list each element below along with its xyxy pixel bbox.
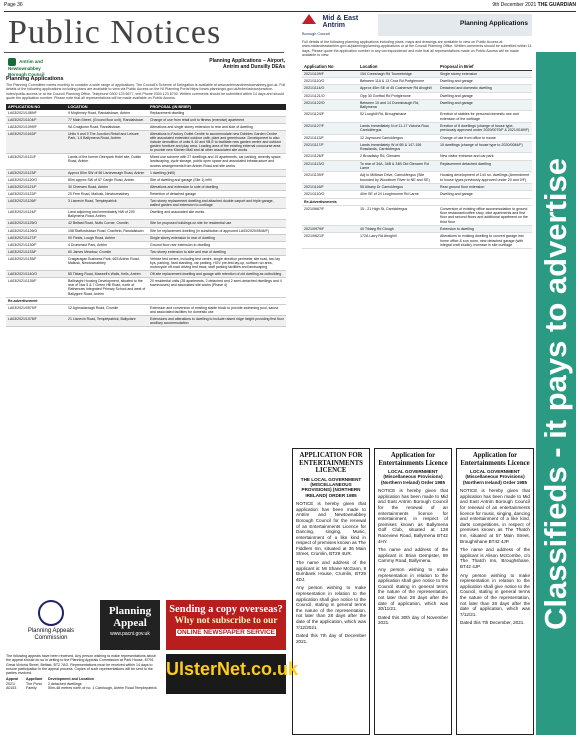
pac-appeal-row: 2021/ The Pond 2 detached dwellings <box>6 681 82 686</box>
location: 2 Broadisky Rd, Glenarm <box>358 153 438 160</box>
proposal: Two storey replacement dwelling and attached double carport and triple garage, walled garden and extension to curtilage <box>148 198 286 209</box>
location: 77 Main Street, (Ground floor unit), Randalstown <box>66 116 148 123</box>
app-number: 2021/1117/F <box>302 141 358 153</box>
location: 4 Drummaul Park, Antrim <box>66 241 148 248</box>
proposal: Single storey extension <box>438 70 532 77</box>
table-row <box>6 209 286 220</box>
mea-logo-icon <box>302 14 316 24</box>
licence-act: LOCAL GOVERNMENT (Miscellaneous Provisions) (Northern Ireland) Order 1985 <box>380 469 446 485</box>
licence-title: Application for Entertainments Licence <box>378 452 448 467</box>
left-notice-heading: Planning Applications – Airport, Antrim and Dunsilly DEAs <box>209 58 285 70</box>
location: 12 Aghnadarragh Road, Crumlin <box>66 304 148 315</box>
location: Approx 80m SW of 56 Lisnevenagh Road, Antrim <box>66 169 148 176</box>
table-row <box>6 248 286 255</box>
classifieds-sidebar <box>536 52 576 735</box>
location: 3 Lisnevin Road, Templepatrick <box>66 198 148 209</box>
location: Opp 30 Gortfad Rd Portglenone <box>358 92 438 99</box>
licence-act: LOCAL GOVERNMENT (Miscellaneous Provisions) (Northern Ireland) Order 1985 <box>462 469 528 485</box>
table-row <box>302 191 532 198</box>
app-number: LA03/2021/1078/F <box>6 315 66 326</box>
proposal: Extensions and alterations to dwelling to include raised ridge height providing first floor ancillary accommodation <box>148 315 286 326</box>
page-number: Page 36 <box>4 2 23 8</box>
proposal: Mixed use scheme with 27 dwellings and 15 apartments, car parking, amenity space, landscaping, cycle storage, public open space and associated infrastructure and access arrangements from Antrim Road and site works <box>148 154 286 169</box>
location: Between 11A & 13 Croa Rd Portglenone <box>358 77 438 84</box>
proposal: Erection of stables for personal domestic use and extension of the curtilage <box>438 111 532 123</box>
location: 90 Fields, Lough Road, Antrim <box>66 234 148 241</box>
proposal: Single storey extension to rear of dwelling <box>148 234 286 241</box>
pac-appeals-notice: The following appeals have been received. Any person wishing to make representations about the appeal should do so in writing to the Planning Appeals Commission at Park House, 87/91 Great Victoria Street, Belfast, BT2 7AG. Representations must be received within 14 days to ensure participation in the appeal process. Copies of such representations will be sent to the parties involved. Appeal Appellant Development and Location 2021/ The Pond 2 detached dwellings A0153 Family 50m-48 metres north of no. 1 Carnlough, Antrim Road Templepatrick <box>6 654 160 690</box>
app-number: 2021/1110/O <box>302 191 358 198</box>
location: 158 Staffordstown Road, Cranfield, Randalstown <box>66 227 148 234</box>
app-number: 2021/1116/F <box>302 183 358 190</box>
left-applications-table <box>6 104 286 327</box>
table-row <box>302 111 532 123</box>
pac-logo: Planning Appeals Commission <box>6 600 96 642</box>
app-number: LA03/2021/1126/O <box>6 227 66 234</box>
proposal: Site of dwelling and garage (Site 1) infill <box>148 176 286 183</box>
app-number: 2021/0979/F <box>302 226 358 233</box>
location: 20 Fern Road, Mallusk, Newtownabbey <box>66 190 148 197</box>
table-row <box>302 85 532 92</box>
location: Approx 45m SE of 45 Cushenver Rd Ahoghill <box>358 85 438 92</box>
right-heading: Planning Applications <box>459 20 528 27</box>
app-number: LA03/2021/1162/F <box>6 130 66 153</box>
app-number: LA03/2021/1120/O <box>6 176 66 183</box>
proposal: Retention of detached garage <box>148 190 286 197</box>
proposal: Detached and domestic dwelling <box>438 85 532 92</box>
location: 40m SE of 24 Loughmorne Rd Larne <box>358 191 438 198</box>
overseas-subscription-ad: Sending a copy overseas? Why not subscribe to our ONLINE NEWSPAPER SERVICE <box>166 600 286 650</box>
logo-line: Antrim and <box>19 59 43 65</box>
col-app-no: Application No <box>302 63 358 71</box>
table-row <box>6 110 286 117</box>
app-number: LA03/2021/1126/F <box>6 198 66 209</box>
app-number: 2021/1122/O <box>302 99 358 111</box>
app-number: 2021/1139/F <box>302 172 358 184</box>
location: Lands immediately N of 11-17 Victoria Row, Carrickfergus <box>358 123 438 135</box>
proposal: Dwelling and garage <box>438 191 532 198</box>
col-proposal: Proposal in Brief <box>438 63 532 71</box>
app-number: LA03/2021/1135/F <box>6 255 66 270</box>
table-row <box>6 255 286 270</box>
app-number: LA03/2021/1130/F <box>6 241 66 248</box>
proposal: 1 dwelling (infill) <box>148 169 286 176</box>
proposal: Replacement dwelling <box>148 110 286 117</box>
app-number: LA03/2021/1125/O <box>6 220 66 227</box>
location: 15 - 21 High St, Carrickfergus <box>358 205 438 225</box>
ulsternet-link[interactable]: UlsterNet.co.uk <box>166 659 299 679</box>
app-number: LA03/2021/0579/F <box>6 304 66 315</box>
proposal: Dwelling and garage <box>438 92 532 99</box>
table-row <box>302 226 532 233</box>
location: 85 Tildarg Road, Maxwell's Walls, Kells, Antrim <box>66 271 148 278</box>
table-row <box>302 134 532 141</box>
proposal: Replacement detached dwelling <box>438 160 532 172</box>
table-row <box>6 234 286 241</box>
proposal: Site for proposed buildings on site for residential use <box>148 220 286 227</box>
location: 9 Moylinney Road, Randalstown, Antrim <box>66 110 148 117</box>
right-planning-section <box>302 40 532 249</box>
proposal: Erection of 8 dwellings (change of house type, previously approved under 2020/0079/F & 2021/0189/F) <box>438 123 532 135</box>
table-row <box>6 176 286 183</box>
readvert-heading-row <box>302 198 532 205</box>
table-row <box>302 99 532 111</box>
table-row <box>302 153 532 160</box>
mea-council-logo: Mid & East Antrim Borough Council <box>302 14 402 36</box>
app-number: 2021/1114/O <box>302 85 358 92</box>
location: Between 10 and 14 Dunminaugh Rd, Ballymena <box>358 99 438 111</box>
licence-title: Application for Entertainments Licence <box>460 452 530 467</box>
proposal: Extension to dwelling <box>438 226 532 233</box>
proposal: Alterations and extension to side of dwelling <box>148 183 286 190</box>
location: 154 Creeshagh Rd Toomebridge <box>358 70 438 77</box>
table-row <box>302 233 532 249</box>
licence-act: THE LOCAL GOVERNMENT (MISCELLANEOUS PROVISIONS) (NORTHERN IRELAND) ORDER 1985 <box>300 476 362 498</box>
proposal: 20 residential units (28 apartments, 2 detached and 2 semi-detached dwellings and 4 townhouses) and associated site works (Phase 4) <box>148 278 286 297</box>
table-row <box>6 130 286 153</box>
col-app-no: APPLICATION NO <box>6 104 66 110</box>
app-number: LA03/2021/1124/F <box>6 209 66 220</box>
app-number: LA03/2021/1111/F <box>6 154 66 169</box>
proposal: Dwelling and garage <box>438 99 532 111</box>
proposal: Housing development of 144 no. dwellings (Amendment to house types previously approved under 20 and 0/F) <box>438 172 532 184</box>
app-number: LA03/2021/1099/F <box>6 123 66 130</box>
title-rule <box>4 52 284 53</box>
table-row <box>302 141 532 153</box>
app-number: LA03/2021/1140/O <box>6 271 66 278</box>
table-row <box>302 183 532 190</box>
proposal: Two storey extension to side and rear of dwelling <box>148 248 286 255</box>
pac-appeals-header: Appeal Appellant Development and Location <box>6 677 94 682</box>
pac-website: www.pacni.gov.uk <box>110 631 150 637</box>
table-row <box>302 160 532 172</box>
location: Adj to Milltown Drive, Carrickfergus (Site bounded by Woodburn River to NE and SE) <box>358 172 438 184</box>
location: 40 Tildarg Rd Clough <box>358 226 438 233</box>
table-row <box>302 205 532 225</box>
location: 12 Joymount Carrickfergus <box>358 134 438 141</box>
proposal: Change of use from retail unit to fitness (exercise) apartment <box>148 116 286 123</box>
app-number: 2021/1113/F <box>302 134 358 141</box>
proposal: Dwelling and garage <box>438 77 532 84</box>
left-intro: The Planning Committee meets monthly to consider a wide range of applications. The Council's Scheme of Delegation is available at www.antrimandnewtownabbey.gov.uk. Full details of the following applications including plans are available to view via Public Access on the NI Planning Portal https://www.planningni.gov.uk/index/advice/practice-notes/public-access or at the Council Planning Office. Telephone 0300 123 6677, text Phone 0300 123 6700. Written comments should be submitted within 14 days and should quote the application number. Please note that all representations will be made available on Public Access. <box>6 83 286 101</box>
proposal: Off-site replacement dwelling and garage with retention of old dwelling as outbuilding <box>148 271 286 278</box>
proposal: Rear ground floor extension <box>438 183 532 190</box>
sidebar-text: Classifieds - it pays to advertise <box>538 157 573 630</box>
proposal: Conversion of existing office accommodation to ground floor restaurant/coffee shop, bike apartments and first floor and second floors and additional apartment on the third floor <box>438 205 532 225</box>
location: 42 Belfast Road, Nutts Corner, Crumlin <box>66 220 148 227</box>
planning-appeal-box: Planning Appeal www.pacni.gov.uk <box>100 600 160 650</box>
licence-notice-thatch-inn: Application for Entertainments Licence LOCAL GOVERNMENT (Miscellaneous Provisions) (Northern Ireland) Order 1985 NOTICE is hereby given that application has been made to Mid and East Antrim Borough Council for renewal of an entertainments licence for music, singing, dancing and entertainment of a like kind, darts competitions, in respect of premises known as The Thatch Inn, situated at 57 Main Street, Broughshane BT42 4JP. The name and address of the applicant is Alison McCombe, c/o The Thatch Inn, Broughshane, BT42 4JP. Any person wishing to make representation in relation to the application shall give notice to the Council, stating in general terms the nature of the representation, not later than 28 days after the date of application, which was 7/12/21. Dated this 7th December, 2021. <box>456 448 534 735</box>
antrim-council-logo <box>8 58 98 77</box>
mea-logo-sub: Borough Council <box>302 32 331 36</box>
table-row <box>6 304 286 315</box>
table-row <box>6 123 286 130</box>
proposal: Dwelling and associated site works <box>148 209 286 220</box>
table-row <box>6 183 286 190</box>
table-row <box>302 70 532 77</box>
proposal: Change of use from office to house <box>438 134 532 141</box>
readvert-label: Re-advertisement <box>6 297 286 304</box>
app-number: 2021/1121/O <box>302 92 358 99</box>
table-row <box>6 271 286 278</box>
table-row <box>6 116 286 123</box>
app-number: LA03/2021/1133/F <box>6 248 66 255</box>
app-number: 2021/0621/F <box>302 233 358 249</box>
licence-notice-fiddlers: APPLICATION FOR ENTERTAINMENTS LICENCE THE LOCAL GOVERNMENT (MISCELLANEOUS PROVISIONS) (NORTHERN IRELAND) ORDER 1985 NOTICE is hereby given that application has been made to Antrim and Newtownabbey Borough Council for the renewal of an Entertainments Licence for Dancing, singing, Music, entertainment of a like kind in respect of premises known as The Fiddlers Inn, situated at 36 Main Street, Crumlin, BT29 4UR. The name and address of the applicant is: Mr Shane McGann, 9 Burnbank House, Crumlin, BT29 4DJ. Any person wishing to make representation in relation to the application shall give notice to the Council, stating in general terms the nature of the representation, not later than 28 days after the date of the application, which was 7/12/2021. Dated this 7th day of December 2021. <box>292 448 370 735</box>
location: 30 Cherwen Road, Antrim <box>66 183 148 190</box>
pac-logo-icon <box>38 600 64 626</box>
app-number: LA03/2021/1121/F <box>6 183 66 190</box>
page-header <box>4 2 576 12</box>
col-location: Location <box>358 63 438 71</box>
location: To rear of 34A, 34B & 34B Old Glenarm Rd Larne <box>358 160 438 172</box>
location: 80m approx SW of 57 Cargin Road, Antrim <box>66 176 148 183</box>
location: Lands immediately W of 6B & 147-156 Rosslands, Carrickfergus <box>358 141 438 153</box>
left-section-title: Planning Applications <box>6 76 64 82</box>
logo-line: Borough Council <box>8 71 45 77</box>
right-applications-table <box>302 63 532 250</box>
proposal: Alterations to Factory Outlet Centre to accommodate new Dobbies Garden Centre with associated extended outdoor café, plant and greenhouse. Development to also include demolition of units 9-10 and 9B-E to facilitate new garden centre and outdoor garden furniture and play area. Loading area of the existing external concourse area to provide new Kitchen Mall and all other associated site works <box>148 130 286 153</box>
licence-notice-golf-club: Application for Entertainments Licence LOCAL GOVERNMENT (Miscellaneous Provisions) (Northern Ireland) Order 1985 NOTICE is hereby given that application has been made to Mid and East Antrim Borough Council for the renewal of an entertainments licence for entertainment, in respect of premises known as Ballymena Golf Club, situated at 128 Raceview Road, Ballymena BT42 4HY. The name and address of the applicant is Brian Dempster, 89 Carnmy Road, Ballymena. Any person wishing to make representation in relation to the application shall give notice to the Council stating in general terms the nature of the representation, not later than 28 days after the date of application, which was 30/11/21. Dated this 30th day of November 2021. <box>374 448 452 735</box>
left-planning-section <box>6 76 286 327</box>
location: Ballinaght Housing Development, situated to the rear of Nos 5 & 7 Green Hill Road, north of Rathenraw Integrated Primary School and west of Ballygore Road, Antrim <box>66 278 148 297</box>
page-date-line: 9th December 2021 THE GUARDIAN <box>492 2 576 8</box>
app-number: 2021/0667/F <box>302 205 358 225</box>
table-row <box>6 315 286 326</box>
proposal: Alterations to existing dwelling to convert garage into home office & sun room, new detached garage (with integral craft studio), increase in site curtilage <box>438 233 532 249</box>
logo-line: Newtownabbey <box>8 66 41 71</box>
app-number: LA03/2021/1135/F <box>6 278 66 297</box>
readvert-heading-row <box>6 297 286 304</box>
licence-title: APPLICATION FOR ENTERTAINMENTS LICENCE <box>299 452 363 474</box>
location: 55 Albany Dr Carrickfergus <box>358 183 438 190</box>
ulsternet-ad <box>166 654 299 694</box>
app-number: 2021/1109/F <box>302 70 358 77</box>
proposal: 15 dwellings (change of house type to 2020/0084/F) <box>438 141 532 153</box>
location: 21 Lisnevin Road, Templepatrick, Ballyclare <box>66 315 148 326</box>
readvert-label: Re-Advertisements <box>302 198 532 205</box>
table-row <box>6 190 286 197</box>
app-number: 2021/1124/F <box>302 111 358 123</box>
table-row <box>302 77 532 84</box>
app-number: LA03/2021/1104/F <box>6 116 66 123</box>
right-intro: Full details of the following planning applications including plans, maps and drawings are available to view on Public Access at www.midandeastantrim.gov.uk/planning/planning-applications or at the Council Planning Office. Written comments should be submitted within 14 days. Please quote the application number in any correspondence and note that all representations made on Public Access will be made available to view. <box>302 40 532 58</box>
app-number: 2021/1127/F <box>302 123 358 135</box>
app-number: LA03/2021/1127/F <box>6 234 66 241</box>
app-number: LA03/2021/1123/F <box>6 169 66 176</box>
table-row <box>302 172 532 184</box>
right-heading-bar <box>378 14 532 36</box>
app-number: 2021/1126/F <box>302 153 358 160</box>
council-crest-icon <box>8 58 16 66</box>
table-row <box>6 220 286 227</box>
table-row <box>6 198 286 209</box>
location: 172A Larry Rd Ahoghill <box>358 233 438 249</box>
page-title: Public Notices <box>8 14 222 51</box>
app-number: LA03/2021/1122/F <box>6 190 66 197</box>
location: 52 Loughill Rd, Broughshane <box>358 111 438 123</box>
proposal: New visitor entrance and car park <box>438 153 532 160</box>
table-row <box>6 154 286 169</box>
location: Land adjoining and immediately NW of 200 Ballymena Road, Antrim <box>66 209 148 220</box>
proposal: Ground floor rear extension to dwelling <box>148 241 286 248</box>
proposal: Site for replacement dwelling (in substitution of approved LA03/2020/0546/F) <box>148 227 286 234</box>
app-number: 2021/1113/O <box>302 160 358 172</box>
table-row <box>6 241 286 248</box>
table-row <box>6 278 286 297</box>
table-row <box>302 123 532 135</box>
table-row <box>302 92 532 99</box>
table-row <box>6 227 286 234</box>
proposal: Alterations and single storey extension to rear and side of dwelling <box>148 123 286 130</box>
table-row <box>6 169 286 176</box>
location: Craigaragan Business Park, 663 Antrim Road, Mallusk, Newtownabbey <box>66 255 148 270</box>
location: 60 James Meadow, Crumlin <box>66 248 148 255</box>
col-proposal: PROPOSAL (IN BRIEF) <box>148 104 286 110</box>
proposal: Extension and conversion of existing stable block to provide swimming pool, sauna and associated facilities for domestic use <box>148 304 286 315</box>
location: 9A Craigtown Road, Randalstown <box>66 123 148 130</box>
location: Lands of the former Deerpark Hotel site, Dublin Road, Antrim <box>66 154 148 169</box>
pac-appeal-row: A0153 Family 50m-48 metres north of no. 1 Carnlough, Antrim Road Templepatrick <box>6 686 157 691</box>
location: Units 9 and 9 The Junction Retail and Leisure Park, 1-9 Ballymena Road, Antrim <box>66 130 148 153</box>
app-number: LA03/2021/1089/F <box>6 110 66 117</box>
proposal: Vehicle test centre, including test centre, single direction perimeter site road, two lay bys, parking, hard standing, car parking, HGV pre-test lay-up, surface run area, motorcycle off-road driving test track, staff parking facilities and landscaping <box>148 255 286 270</box>
app-number: 2021/1110/O <box>302 77 358 84</box>
col-location: LOCATION <box>66 104 148 110</box>
